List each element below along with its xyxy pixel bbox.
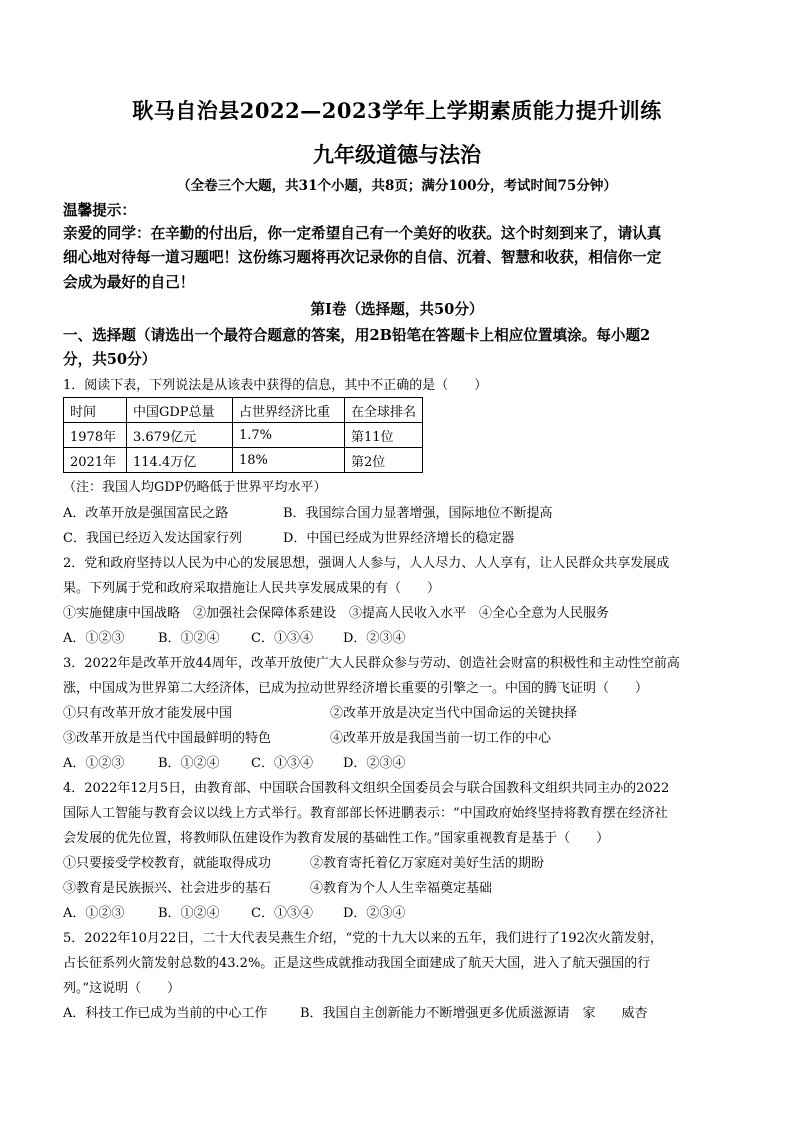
q2-stem-1: 2．党和政府坚持以人民为中心的发展思想，强调人人参与，人人尽力、人人享有，让人民群众共享发展成	[63, 556, 670, 571]
q5-option-a[interactable]: A．科技工作已成为当前的中心工作	[63, 1006, 268, 1021]
tips-line-3: 会成为最好的自己！	[63, 274, 195, 291]
q3-option-b[interactable]: B．①②④	[158, 756, 220, 771]
table-cell: 114.4万亿	[127, 448, 233, 473]
tips-label: 温馨提示：	[63, 202, 136, 219]
q4-item-2: ②教育寄托着亿万家庭对美好生活的期盼	[310, 856, 545, 871]
tips-line-2: 细心地对待每一道习题吧！这份练习题将再次记录你的自信、沉着、智慧和收获，相信你一定	[63, 249, 662, 266]
q1-option-b[interactable]: B．我国综合国力显著增强，国际地位不断提高	[283, 506, 553, 521]
exam-subject: 九年级道德与法治	[313, 142, 481, 167]
table-cell: 第11位	[345, 423, 423, 448]
section-heading: 第Ⅰ卷（选择题，共50分）	[310, 301, 484, 318]
q3-item-2: ②改革开放是决定当代中国命运的关键抉择	[330, 706, 578, 721]
table-header-row	[64, 398, 423, 423]
section-instruction-1: 一、选择题（请选出一个最符合题意的答案，用2B铅笔在答题卡上相应位置填涂。每小题2	[63, 327, 651, 344]
q1-option-d[interactable]: D．中国已经成为世界经济增长的稳定器	[283, 531, 515, 546]
q4-item-3: ③教育是民族振兴、社会进步的基石	[63, 881, 272, 896]
table-header-cell: 在全球排名	[345, 398, 423, 423]
q4-stem-1: 4．2022年12月5日，由教育部、中国联合国教科文组织全国委员会与联合国教科文组织共同主办的2022	[63, 781, 670, 796]
exam-info: （全卷三个大题，共31个小题，共8页；满分100分，考试时间75分钟）	[177, 178, 617, 194]
q4-option-c[interactable]: C．①③④	[251, 906, 313, 921]
q3-option-d[interactable]: D．②③④	[343, 756, 406, 771]
q3-item-1: ①只有改革开放才能发展中国	[63, 706, 233, 721]
q4-option-b[interactable]: B．①②④	[158, 906, 220, 921]
table-cell: 第2位	[345, 448, 423, 473]
q3-option-a[interactable]: A．①②③	[63, 756, 125, 771]
q1-option-a[interactable]: A．改革开放是强国富民之路	[63, 506, 229, 521]
q5-stem-1: 5．2022年10月22日，二十大代表吴燕生介绍，“党的十九大以来的五年，我们进行了192次火箭发射，	[63, 931, 663, 946]
q2-option-c[interactable]: C．①③④	[251, 631, 313, 646]
q4-item-4: ④教育为个人人生幸福奠定基础	[310, 881, 493, 896]
table-cell: 1978年	[64, 423, 127, 448]
q1-note: （注：我国人均GDP仍略低于世界平均水平）	[63, 480, 327, 495]
q4-stem-3: 会发展的优先位置，将教师队伍建设作为教育发展的基础性工作。”国家重视教育是基于（ ）	[63, 831, 610, 846]
table-cell: 2021年	[64, 448, 127, 473]
section-instruction-2: 分，共50分）	[63, 351, 157, 368]
q4-item-1: ①只要接受学校教育，就能取得成功	[63, 856, 272, 871]
q3-option-c[interactable]: C．①③④	[251, 756, 313, 771]
q5-stem-3: 列。”这说明（ ）	[63, 981, 181, 996]
table-row	[64, 448, 423, 473]
q3-stem-2: 涨，中国成为世界第二大经济体，已成为拉动世界经济增长重要的引擎之一。中国的腾飞证明（ ）	[63, 681, 649, 696]
q1-stem: 1．阅读下表，下列说法是从该表中获得的信息，其中不正确的是（ ）	[63, 378, 488, 393]
q3-item-3: ③改革开放是当代中国最鲜明的特色	[63, 731, 272, 746]
q4-stem-2: 国际人工智能与教育会议以线上方式举行。教育部部长怀进鹏表示：“中国政府始终坚持将教育摆在经济社	[63, 806, 668, 821]
table-row	[64, 423, 423, 448]
tips-line-1: 亲爱的同学：在辛勤的付出后，你一定希望自己有一个美好的收获。这个时刻到来了，请认真	[63, 225, 662, 242]
exam-title: 耿马自治县2022—2023学年上学期素质能力提升训练	[132, 98, 662, 123]
q2-option-a[interactable]: A．①②③	[63, 631, 125, 646]
table-header-cell: 时间	[64, 398, 127, 423]
q4-option-d[interactable]: D．②③④	[343, 906, 406, 921]
q3-item-4: ④改革开放是我国当前一切工作的中心	[330, 731, 552, 746]
table-cell: 18%	[233, 448, 345, 473]
gdp-table	[63, 397, 423, 473]
q5-option-b[interactable]: B．我国自主创新能力不断增强更多优质滋源请 家 威杏	[300, 1006, 648, 1021]
q2-option-d[interactable]: D．②③④	[343, 631, 406, 646]
table-cell: 3.679亿元	[127, 423, 233, 448]
q4-option-a[interactable]: A．①②③	[63, 906, 125, 921]
q3-stem-1: 3．2022年是改革开放44周年，改革开放使广大人民群众参与劳动、创造社会财富的积极性和主动性空前高	[63, 656, 680, 671]
q2-option-b[interactable]: B．①②④	[158, 631, 220, 646]
table-header-cell: 中国GDP总量	[127, 398, 233, 423]
q2-stem-2: 果。下列属于党和政府采取措施让人民共享发展成果的有（ ）	[63, 581, 441, 596]
q2-items: ①实施健康中国战略 ②加强社会保障体系建设 ③提高人民收入水平 ④全心全意为人民服务	[63, 606, 610, 621]
table-cell: 1.7%	[233, 423, 345, 448]
q5-stem-2: 占长征系列火箭发射总数的43.2%。正是这些成就推动我国全面建成了航天大国，进入了航天强国的行	[63, 956, 651, 971]
q1-option-c[interactable]: C．我国已经迈入发达国家行列	[63, 531, 242, 546]
table-header-cell: 占世界经济比重	[233, 398, 345, 423]
